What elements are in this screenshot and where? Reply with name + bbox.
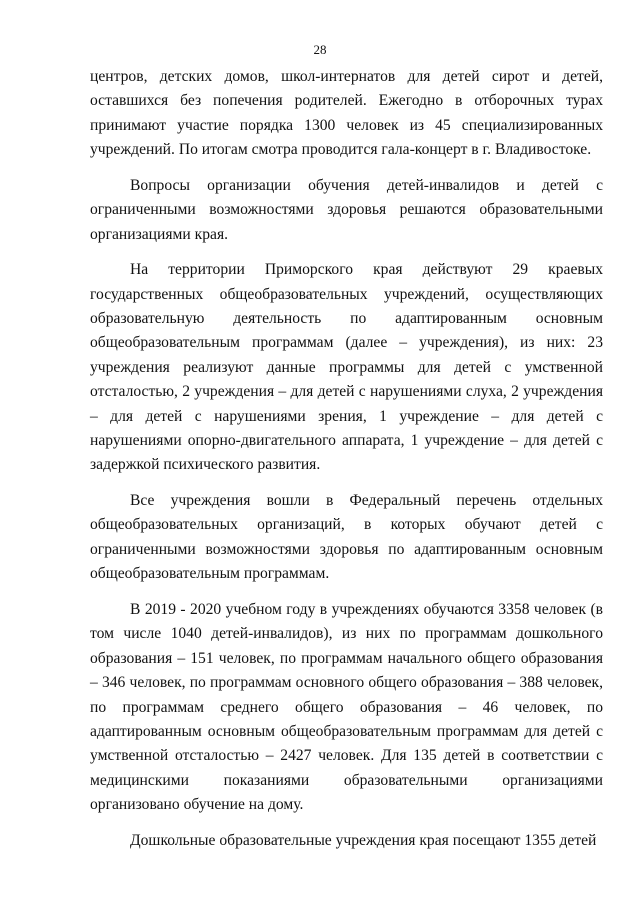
paragraph-primorsky-institutions: На территории Приморского края действуют 29 краевых государственных общеобразовательных учреждений, осуществляющих образовательную деятельность по адаптированным основным общеобразовательным программам (далее – учреждения), из них: 23 учреждения реализуют данные программы для детей с умственной отсталостью, 2 учреждения – для детей с нарушениями слуха, 2 учреждения – для детей с нарушениями зрения, 1 учреждение – для детей с нарушениями опорно-двигательного аппарата, 1 учреждение – для детей с задержкой психического развития. [90,261,603,474]
paragraph-education-questions: Вопросы организации обучения детей-инвалидов и детей с ограниченными возможностями здоровья решаются образовательными организациями края. [90,176,603,243]
paragraph-federal-list: Все учреждения вошли в Федеральный перечень отдельных общеобразовательных организаций, в которых обучают детей с ограниченными возможностями здоровья по адаптированным основным общеобразовательным программам. [90,492,603,583]
page-number: 28 [313,42,327,57]
document-body [90,65,603,853]
paragraph-preschool: Дошкольные образовательные учреждения края посещают 1355 детей [130,831,597,849]
paragraph-enrollment-statistics: В 2019 - 2020 учебном году в учреждениях обучаются 3358 человек (в том числе 1040 детей-инвалидов), из них по программам дошкольного образования – 151 человек, по программам начального общего образования – 346 человек, по программам основного общего образования – 388 человек, по программам среднего общего образования – 46 человек, по адаптированным основным общеобразовательным программам для детей с умственной отсталостью – 2427 человек. Для 135 детей в соответствии с медицинскими показаниями образовательными организациями организовано обучение на дому. [90,600,603,814]
paragraph-continuation: центров, детских домов, школ-интернатов для детей сирот и детей, оставшихся без попечения родителей. Ежегодно в отборочных турах принимают участие порядка 1300 человек из 45 специализированных учреждений. По итогам смотра проводится гала-концерт в г. Владивостоке. [90,68,603,159]
